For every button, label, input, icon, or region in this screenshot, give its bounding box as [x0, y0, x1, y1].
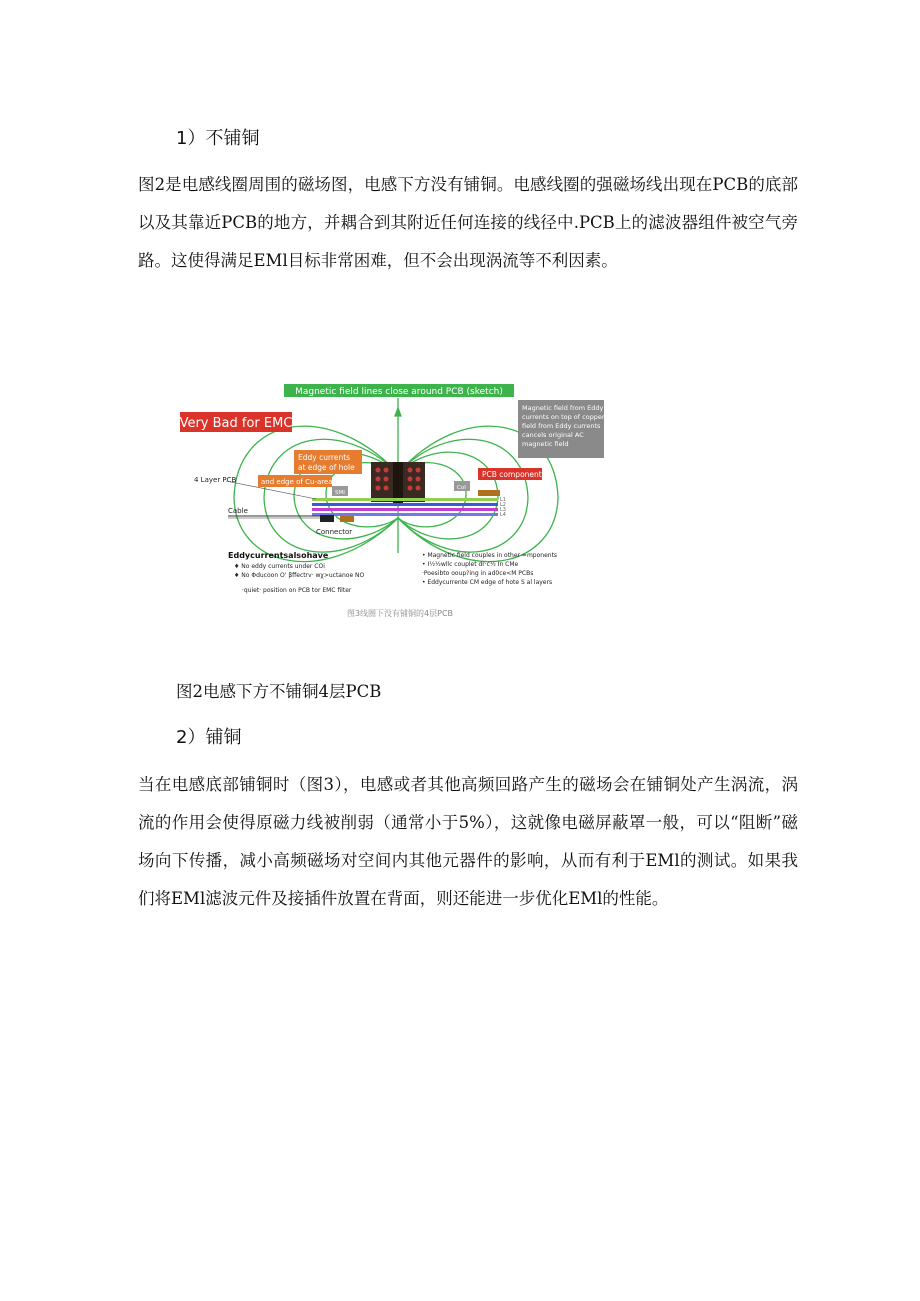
svg-text:L2: L2 — [500, 502, 506, 508]
figure-caption: 图2电感下方不铺铜4层PCB — [176, 682, 382, 701]
svg-text:• Eddycurrente CM edge of hote: • Eddycurrente CM edge of hote S al layers — [422, 579, 553, 586]
right-bullets — [422, 552, 557, 586]
layer-labels — [500, 497, 506, 518]
left-title: Eddycurrentsalsohave — [228, 551, 329, 560]
eddy-text-2: at edge of hole — [298, 463, 355, 472]
top-banner-text: Magnetic field lines close around PCB (sketch) — [295, 387, 503, 397]
section-heading-no-copper: 1）不铺铜 — [176, 128, 260, 149]
svg-text:L4: L4 — [500, 512, 506, 518]
svg-text:L3: L3 — [500, 507, 506, 513]
left-bullets — [234, 563, 365, 594]
inner-figure-caption: 图3线圈下没有铺铜的4层PCB — [346, 609, 454, 618]
very-bad-text: Very Bad for EMC — [179, 416, 293, 431]
pcb-component — [478, 490, 500, 496]
pcb-stack — [312, 498, 498, 516]
connector-label: Connector — [316, 528, 353, 536]
paragraph-no-copper: 图2是电感线圈周围的磁场图，电感下方没有铺铜。电感线圈的强磁场线出现在PCB的底部以及其靠近PCB的地方，并耦合到其附近任何连接的线径中.PCB上的滤波器组件被空气旁路。这使得满足EMl目标非常困难，但不会出现涡流等不利因素。 — [138, 175, 798, 270]
magnetic-field-figure — [176, 378, 608, 638]
svg-text:♦ No eddy currents under COi: ♦ No eddy currents under COi — [234, 563, 325, 570]
paragraph-copper: 当在电感底部铺铜时（图3），电感或者其他高频回路产生的磁场会在铺铜处产生涡流，涡流的作用会使得原磁力线被削弱（通常小于5%），这就像电磁屏蔽罩一般，可以“阻断”磁场向下传播，减小高频磁场对空间内其他元器件的影响，从而有利于EMl的测试。如果我们将EMl滤波元件及接插件放置在背面，则还能进一步优化EMl的性能。 — [138, 775, 798, 908]
svg-text:field from Eddy currents: field from Eddy currents — [522, 422, 601, 430]
smd-right-text: CoI — [457, 485, 466, 491]
svg-text:♦ No Φducoon O' βffectrv· wχ>u: ♦ No Φducoon O' βffectrv· wχ>uctanoe NO — [234, 572, 365, 579]
cable-label: Cable — [228, 507, 248, 515]
four-layer-label: 4 Layer PCB — [194, 476, 237, 484]
eddy-text-1: Eddy currents — [298, 453, 351, 462]
smd-left-text: SMI — [335, 490, 345, 496]
svg-text:·quiet· position on PCB tor EM: ·quiet· position on PCB tor EMC filter — [242, 587, 352, 594]
svg-text:currents on top of copper,: currents on top of copper, — [522, 413, 607, 421]
connector-part — [320, 515, 334, 522]
svg-text:• I½½wllc couplet dr·c½ In CMe: • I½½wllc couplet dr·c½ In CMe — [422, 561, 519, 568]
svg-text:L1: L1 — [500, 497, 506, 503]
pcb-component-text: PCB component — [482, 470, 542, 479]
svg-text:cancels original AC: cancels original AC — [522, 431, 584, 439]
svg-text:magnetic field: magnetic field — [522, 440, 569, 448]
section-heading-copper: 2）铺铜 — [176, 727, 242, 748]
cu-area-text: and edge of Cu-area — [261, 478, 333, 486]
svg-text:• Magnetic field couples in ot: • Magnetic field couples in other =mponents — [422, 552, 558, 559]
svg-text:Magnetic field from Eddy: Magnetic field from Eddy — [522, 404, 604, 412]
svg-text:·Poesibto ooup?ing in ad0ce<M: ·Poesibto ooup?ing in ad0ce<M PCBs — [422, 570, 534, 577]
